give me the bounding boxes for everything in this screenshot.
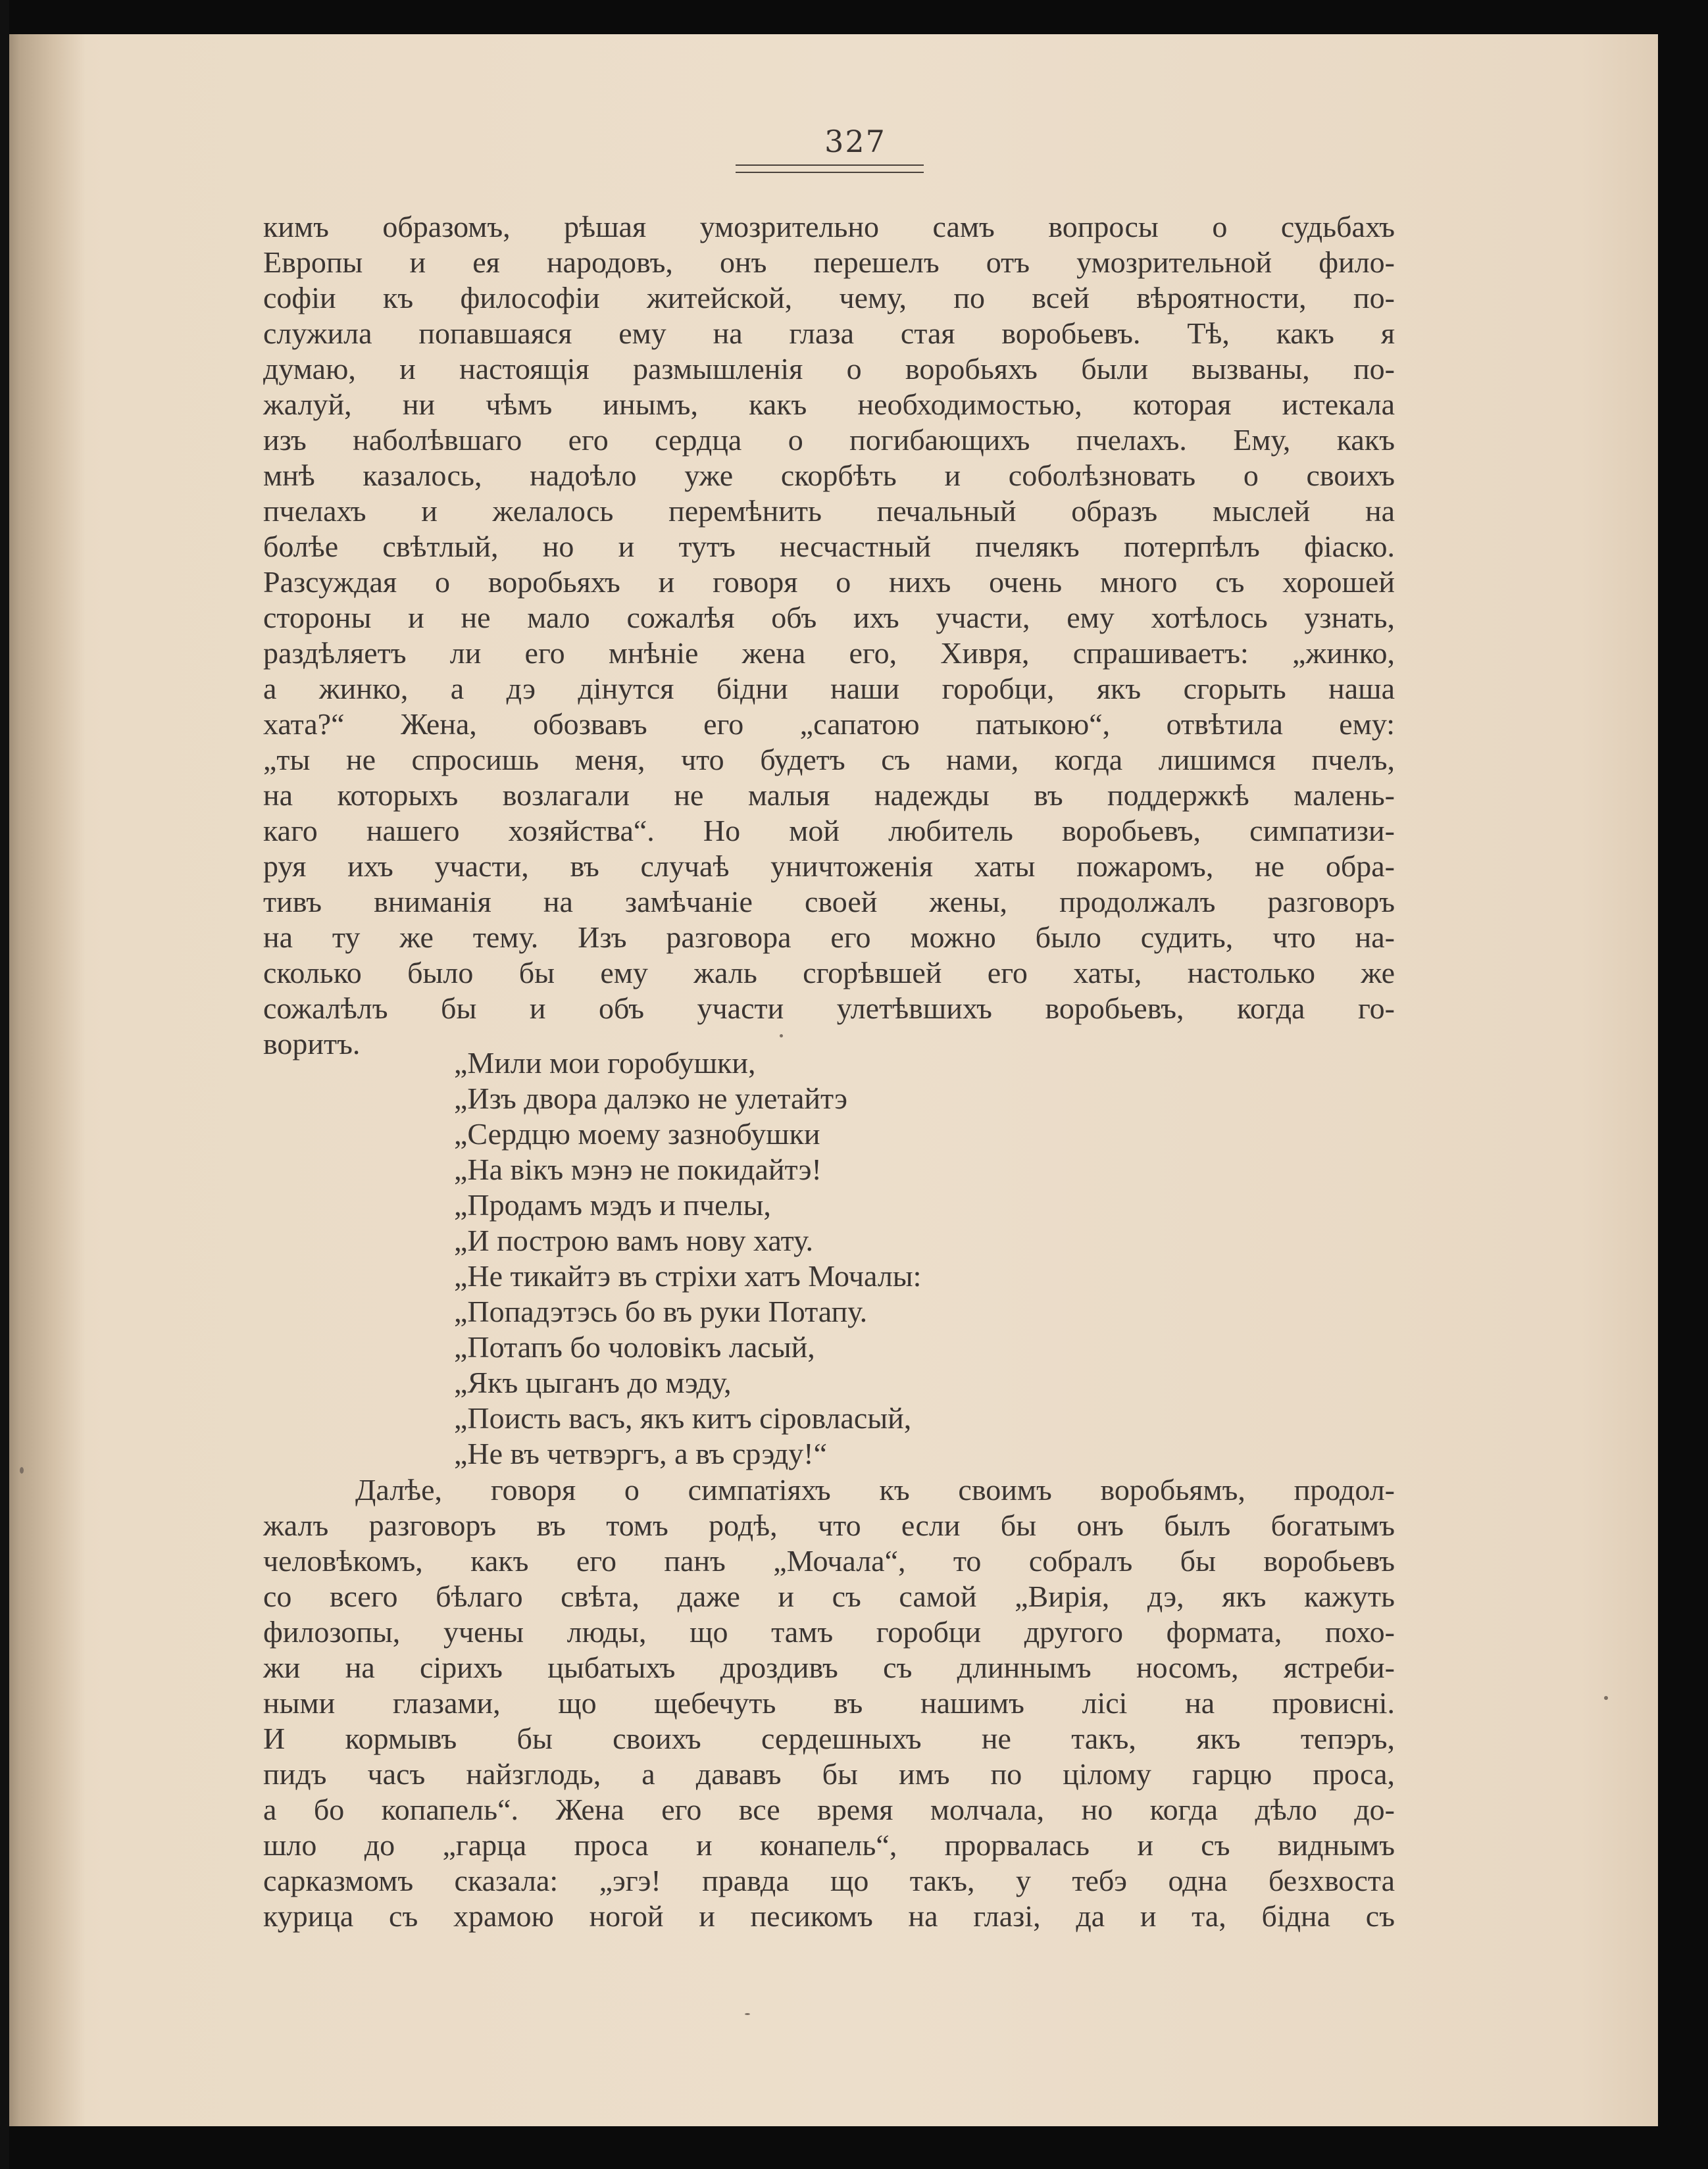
text-line: тивъ вниманія на замѣчаніе своей жены, продолжалъ разговоръ (263, 885, 1395, 918)
page-number: 327 (824, 124, 886, 159)
text-line: Далѣе, говоря о симпатіяхъ къ своимъ воробьямъ, продол- (355, 1473, 1395, 1507)
text-line: служила попавшаяся ему на глаза стая воробьевъ. Тѣ, какъ я (263, 316, 1395, 350)
text-line: пчелахъ и желалось перемѣнить печальный образъ мыслей на (263, 494, 1395, 528)
text-line: каго нашего хозяйства“. Но мой любитель воробьевъ, симпатизи- (263, 814, 1395, 847)
text-line: ными глазами, що щебечуть въ нашимъ лісі на провисні. (263, 1686, 1395, 1720)
text-line: изъ наболѣвшаго его сердца о погибающихъ пчелахъ. Ему, какъ (263, 423, 1395, 457)
text-line: Европы и ея народовъ, онъ перешелъ отъ умозрительной фило- (263, 245, 1395, 279)
text-line: а бо копапель“. Жена его все время молчала, но когда дѣло до- (263, 1793, 1395, 1826)
text-line: руя ихъ участи, въ случаѣ уничтоженія хаты пожаромъ, не обра- (263, 849, 1395, 883)
text-line: стороны и не мало сожалѣя объ ихъ участи, ему хотѣлось узнать, (263, 601, 1395, 634)
text-line: филозопы, учены люды, що тамъ горобци другого формата, похо- (263, 1615, 1395, 1649)
text-line: сожалѣлъ бы и объ участи улетѣвшихъ воробьевъ, когда го- (263, 991, 1395, 1025)
ink-speck (20, 1467, 24, 1474)
text-line: на которыхъ возлагали не малыя надежды въ поддержкѣ малень- (263, 778, 1395, 812)
verse-line: „Мили мои горобушки, (454, 1046, 756, 1080)
verse-line: „И построю вамъ нову хату. (454, 1224, 814, 1257)
page-gutter-shadow (0, 34, 86, 2126)
text-line: со всего бѣлаго свѣта, даже и съ самой „Вирія, дэ, якъ кажуть (263, 1580, 1395, 1613)
verse-block (454, 1045, 1178, 1472)
text-line: жи на сірихъ цыбатыхъ дроздивъ съ длиннымъ носомъ, ястреби- (263, 1651, 1395, 1684)
text-line: сарказмомъ сказала: „эгэ! правда що такъ, у тебэ одна безхвоста (263, 1864, 1395, 1897)
text-line: человѣкомъ, какъ его панъ „Мочала“, то собралъ бы воробьевъ (263, 1544, 1395, 1578)
text-line: жалуй, ни чѣмъ инымъ, какъ необходимостью, которая истекала (263, 387, 1395, 421)
verse-line: „Якъ цыганъ до мэду, (454, 1366, 732, 1399)
text-line: мнѣ казалось, надоѣло уже скорбѣть и соболѣзновать о своихъ (263, 459, 1395, 492)
text-line: раздѣляетъ ли его мнѣніе жена его, Хивря, спрашиваетъ: „жинко, (263, 636, 1395, 670)
text-line: хата?“ Жена, обозвавъ его „сапатою патыкою“, отвѣтила ему: (263, 707, 1395, 741)
verse-line: „Поисть васъ, якъ китъ сіровласый, (454, 1401, 912, 1435)
paragraph-2 (263, 1472, 1395, 1934)
text-line: И кормывъ бы своихъ сердешныхъ не такъ, якъ тепэръ, (263, 1722, 1395, 1755)
text-line: Разсуждая о воробьяхъ и говоря о нихъ очень много съ хорошей (263, 565, 1395, 599)
text-line: софіи къ философіи житейской, чему, по всей вѣроятности, по- (263, 281, 1395, 314)
text-line: „ты не спросишь меня, что будетъ съ нами, когда лишимся пчелъ, (263, 743, 1395, 776)
text-line: курица съ храмою ногой и песикомъ на глазі, да и та, бідна съ (263, 1899, 1395, 1933)
binding-edge (0, 0, 9, 2169)
text-line: болѣе свѣтлый, но и тутъ несчастный пчелякъ потерпѣлъ фіаско. (263, 530, 1395, 563)
verse-line: „Попадэтэсь бо въ руки Потапу. (454, 1295, 868, 1328)
text-line: сколько было бы ему жаль сгорѣвшей его хаты, настолько же (263, 956, 1395, 989)
text-line: на ту же тему. Изъ разговора его можно было судить, что на- (263, 920, 1395, 954)
verse-line: „Изъ двора далэко не улетайтэ (454, 1082, 848, 1115)
text-line: пидъ часъ найзглодь, а дававъ бы имъ по цілому гарцю проса, (263, 1757, 1395, 1791)
verse-line: „Продамъ мэдъ и пчелы, (454, 1188, 771, 1222)
text-line: воритъ. (263, 1027, 361, 1060)
verse-line: „Потапъ бо чоловікъ ласый, (454, 1330, 815, 1364)
verse-line: „На вікъ мэнэ не покидайтэ! (454, 1153, 822, 1186)
ink-speck (745, 2013, 750, 2015)
paragraph-1 (263, 209, 1395, 1062)
verse-line: „Не въ четвэргъ, а въ срэду!“ (454, 1437, 828, 1470)
header-double-rule (736, 164, 924, 173)
verse-line: „Не тикайтэ въ стріхи хатъ Мочалы: (454, 1259, 922, 1293)
ink-speck (780, 1034, 783, 1037)
text-line: а жинко, а дэ дінутся бідни наши горобци, якъ сгорыть наша (263, 672, 1395, 705)
text-line: кимъ образомъ, рѣшая умозрительно самъ вопросы о судьбахъ (263, 210, 1395, 243)
ink-speck (1604, 1696, 1608, 1700)
text-line: шло до „гарца проса и конапель“, прорвалась и съ виднымъ (263, 1828, 1395, 1862)
text-line: жалъ разговоръ въ томъ родѣ, что если бы онъ былъ богатымъ (263, 1508, 1395, 1542)
verse-line: „Сердцю моему зазнобушки (454, 1117, 820, 1151)
text-line: думаю, и настоящія размышленія о воробьяхъ были вызваны, по- (263, 352, 1395, 386)
